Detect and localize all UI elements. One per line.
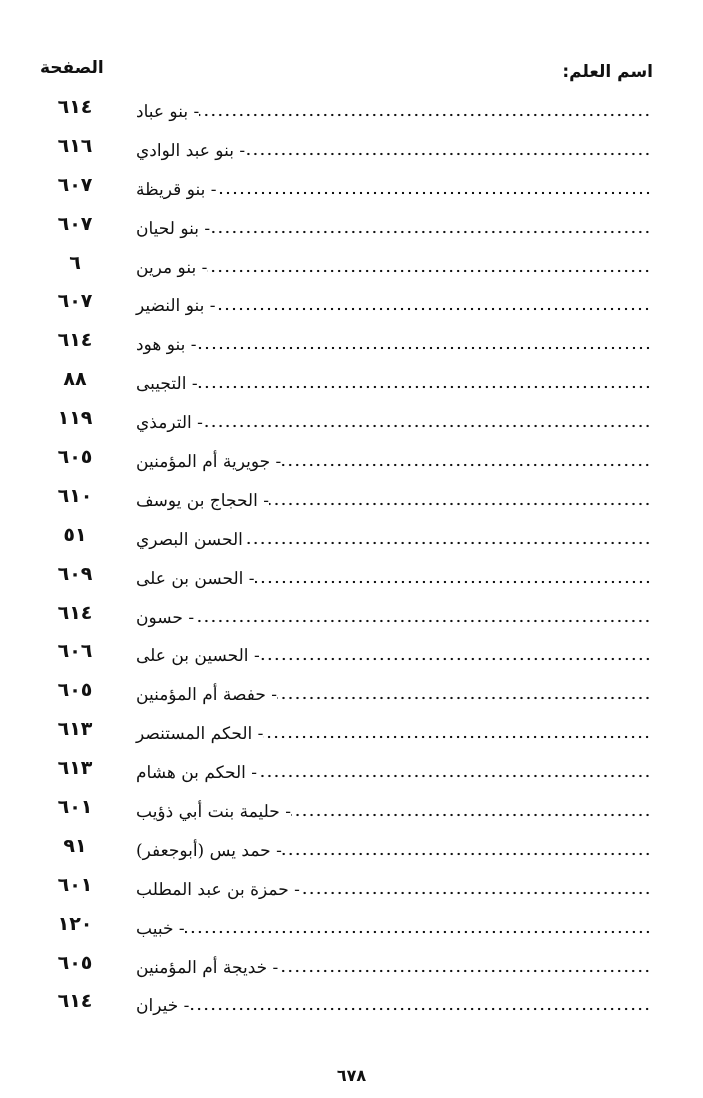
entry-line xyxy=(130,102,651,122)
index-entry xyxy=(40,602,651,641)
entry-name: - الحكم بن هشام xyxy=(136,763,258,784)
entry-page-number: ٦٠٦ xyxy=(57,640,93,663)
index-entry xyxy=(40,329,651,368)
dot-leader xyxy=(198,375,651,389)
dot-leader xyxy=(245,142,651,156)
entry-line xyxy=(130,569,651,589)
index-entry xyxy=(40,96,651,135)
entry-line xyxy=(130,646,651,666)
entry-line xyxy=(130,335,651,355)
entry-name: - بنو عباد xyxy=(136,102,200,122)
dot-leader xyxy=(277,686,651,700)
index-entry xyxy=(40,485,651,524)
dot-leader xyxy=(189,997,651,1011)
entry-name: - حفصة أم المؤمنين xyxy=(136,685,277,706)
entry-page-number: ١٢٠ xyxy=(57,912,93,935)
entry-page-number: ٦٠٩ xyxy=(57,562,93,585)
index-entry xyxy=(40,174,651,213)
dot-leader xyxy=(203,414,651,428)
entry-page-number: ٦٠٧ xyxy=(57,173,93,196)
entry-line xyxy=(130,763,651,783)
entry-page-number: ٦٠٧ xyxy=(57,290,93,313)
entry-page-number: ١١٩ xyxy=(57,407,93,430)
entry-page-number: ٦٠٧ xyxy=(57,212,93,235)
dot-leader xyxy=(185,920,651,934)
entry-page-number: ٦٠٥ xyxy=(57,679,93,702)
entry-page-number: ٥١ xyxy=(63,523,87,546)
entry-page-number: ٦١٤ xyxy=(57,990,93,1013)
entry-line xyxy=(130,219,651,239)
entry-page-number: ٦٠١ xyxy=(57,796,93,819)
dot-leader xyxy=(243,531,651,545)
dot-leader xyxy=(194,609,651,623)
dot-leader xyxy=(269,492,651,506)
dot-leader xyxy=(257,764,651,778)
entry-line xyxy=(130,880,651,900)
dot-leader xyxy=(291,803,651,817)
entry-page-number: ٦١٦ xyxy=(57,134,93,157)
entry-line xyxy=(130,530,651,550)
entry-page-number: ٨٨ xyxy=(63,368,87,391)
entry-line xyxy=(130,141,651,161)
index-entry xyxy=(40,679,651,718)
index-entry xyxy=(40,213,651,252)
entry-line xyxy=(130,452,651,472)
page-column-title: الصفحة xyxy=(40,58,104,78)
index-entry xyxy=(40,563,651,602)
entry-line xyxy=(130,841,651,861)
entry-name: - الترمذي xyxy=(136,413,203,434)
entry-page-number: ٦١٤ xyxy=(57,601,93,624)
dot-leader xyxy=(255,570,651,584)
entry-name: الحسن البصري xyxy=(136,529,243,550)
index-header xyxy=(40,58,653,88)
dot-leader xyxy=(215,297,651,311)
index-entry xyxy=(40,952,651,991)
index-entry xyxy=(40,368,651,407)
dot-leader xyxy=(210,220,651,234)
dot-leader xyxy=(281,453,651,467)
index-entry xyxy=(40,757,651,796)
entry-page-number: ٩١ xyxy=(63,834,87,857)
index-entry xyxy=(40,252,651,291)
index-entry xyxy=(40,990,651,1029)
dot-leader xyxy=(217,181,652,195)
entry-page-number: ٦١٣ xyxy=(57,718,93,741)
entry-page-number: ٦١٣ xyxy=(57,757,93,780)
dot-leader xyxy=(260,647,651,661)
dot-leader xyxy=(300,881,651,895)
entry-name: - التجيبى xyxy=(136,374,198,395)
entry-name: - الحكم المستنصر xyxy=(136,724,264,745)
dot-leader xyxy=(263,725,651,739)
entry-page-number: ٦١٤ xyxy=(57,329,93,352)
dot-leader xyxy=(278,959,651,973)
entry-name: - جويرية أم المؤمنين xyxy=(136,452,282,473)
entry-name: - الحسين بن على xyxy=(136,646,260,667)
entry-name: - خديجة أم المؤمنين xyxy=(136,957,279,978)
entry-line xyxy=(130,685,651,705)
entry-name: - الحجاج بن يوسف xyxy=(136,490,269,511)
entry-name: - بنو النضير xyxy=(136,296,216,317)
index-entry xyxy=(40,835,651,874)
index-entry xyxy=(40,407,651,446)
page-number: ٦٧٨ xyxy=(336,1066,367,1085)
entry-name: - بنو قريظة xyxy=(136,179,217,200)
index-entry xyxy=(40,874,651,913)
entry-line xyxy=(130,996,651,1016)
entry-page-number: ٦١٠ xyxy=(57,484,93,507)
entry-name: - بنو لحيان xyxy=(136,218,211,239)
entry-page-number: ٦٠٥ xyxy=(57,951,93,974)
dot-leader xyxy=(282,842,651,856)
entry-name: - خيران xyxy=(136,996,190,1017)
index-entry xyxy=(40,446,651,485)
dot-leader xyxy=(207,259,651,273)
index-entries xyxy=(40,96,651,1029)
entry-name: - خبيب xyxy=(136,918,185,939)
index-entry xyxy=(40,290,651,329)
entry-line xyxy=(130,180,651,200)
dot-leader xyxy=(197,336,651,350)
entry-name: - حمزة بن عبد المطلب xyxy=(136,879,300,900)
entry-line xyxy=(130,413,651,433)
index-entry xyxy=(40,524,651,563)
entry-line xyxy=(130,608,651,628)
index-entry xyxy=(40,640,651,679)
index-entry xyxy=(40,796,651,835)
entry-name: - الحسن بن على xyxy=(136,568,255,589)
entry-line xyxy=(130,724,651,744)
index-entry xyxy=(40,913,651,952)
index-entry xyxy=(40,718,651,757)
entry-name: - حمد يس (أبوجعفر) xyxy=(136,840,282,861)
entry-page-number: ٦٠٥ xyxy=(57,446,93,469)
entry-page-number: ٦١٤ xyxy=(57,96,93,118)
name-column-title: اسم العلم: xyxy=(562,62,653,82)
entry-name: - بنو هود xyxy=(136,335,197,356)
entry-line xyxy=(130,802,651,822)
entry-line xyxy=(130,374,651,394)
index-entry xyxy=(40,135,651,174)
entry-line xyxy=(130,296,651,316)
entry-page-number: ٦ xyxy=(69,251,81,274)
entry-line xyxy=(130,958,651,978)
entry-line xyxy=(130,919,651,939)
entry-line xyxy=(130,491,651,511)
entry-name: - بنو عبد الوادي xyxy=(136,140,246,161)
entry-page-number: ٦٠١ xyxy=(57,873,93,896)
entry-name: - حسون xyxy=(136,607,195,628)
entry-name: - بنو مرين xyxy=(136,257,208,278)
dot-leader xyxy=(199,103,651,117)
entry-line xyxy=(130,258,651,278)
entry-name: - حليمة بنت أبي ذؤيب xyxy=(136,802,291,823)
